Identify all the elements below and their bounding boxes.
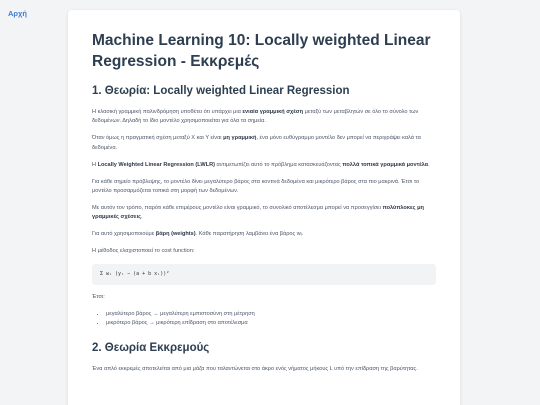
weights-list xyxy=(106,310,436,329)
list-item: • μεγαλύτερο βάρος → μεγαλύτερη εμπιστοσύνη στη μέτρηση xyxy=(106,310,436,319)
paragraph-intro: Η κλασική γραμμική παλινδρόμηση υποθέτει ότι υπάρχει μια ενιαία γραμμική σχέση μεταξύ των μεταβλητών σε όλο το σύνολο των δεδομένων. Δηλαδή το ίδιο μοντέλο χρησιμοποιείται για όλα τα σημεία. xyxy=(92,109,419,125)
list-item: • μικρότερο βάρος → μικρότερη επίδραση στο αποτέλεσμα xyxy=(106,319,436,328)
paragraph-prediction: Για κάθε σημείο πρόβλεψης, το μοντέλο δίνει μεγαλύτερο βάρος στα κοντινά δεδομένα και μικρότερο βάρος στα πιο μακρινά. Έτσι το μοντέλο προσαρμόζεται τοπικά στη μορφή των δεδομένων. xyxy=(92,178,420,194)
article-card xyxy=(68,10,460,405)
section-heading-pendulum: 2. Θεωρία Εκκρεμούς xyxy=(92,341,210,354)
paragraph-weights: Για αυτό χρησιμοποιούμε βάρη (weights). Κάθε παρατήρηση λαμβάνει ένα βάρος wᵢ. xyxy=(92,231,304,238)
home-link[interactable]: Αρχή xyxy=(8,9,27,18)
code-block-cost-function: Σ wᵢ (yᵢ − (a + b xᵢ))² xyxy=(92,264,436,285)
paragraph-lwlr: Η Locally Weighted Linear Regression (LWLR) αντιμετωπίζει αυτό το πρόβλημα κατασκευάζοντας πολλά τοπικά γραμμικά μοντέλα. xyxy=(92,161,430,168)
paragraph-thus: Έτσι: xyxy=(92,293,105,300)
section-heading-lwlr: 1. Θεωρία: Locally weighted Linear Regression xyxy=(92,85,350,97)
paragraph-nonlinear: Όταν όμως η πραγματική σχέση μεταξύ X και Y είναι μη γραμμική, ένα μόνο ευθύγραμμο μοντέλο δεν μπορεί να περιγράψει καλά τα δεδομένα. xyxy=(92,135,421,151)
page-title: Machine Learning 10: Locally weighted Linear Regression - Εκκρεμές xyxy=(92,32,431,70)
paragraph-pendulum: Ένα απλό εκκρεμές αποτελείται από μια μάζα που ταλαντώνεται στο άκρο ενός νήματος μήκους L υπό την επίδραση της βαρύτητας. xyxy=(92,365,418,372)
paragraph-cost: Η μέθοδος ελαχιστοποιεί το cost function: xyxy=(92,248,195,255)
paragraph-complex: Με αυτόν τον τρόπο, παρότι κάθε επιμέρους μοντέλο είναι γραμμικό, το συνολικό αποτέλεσμα μπορεί να προσεγγίσει πολύπλοκες μη γραμμικές σχέσεις. xyxy=(92,204,424,221)
